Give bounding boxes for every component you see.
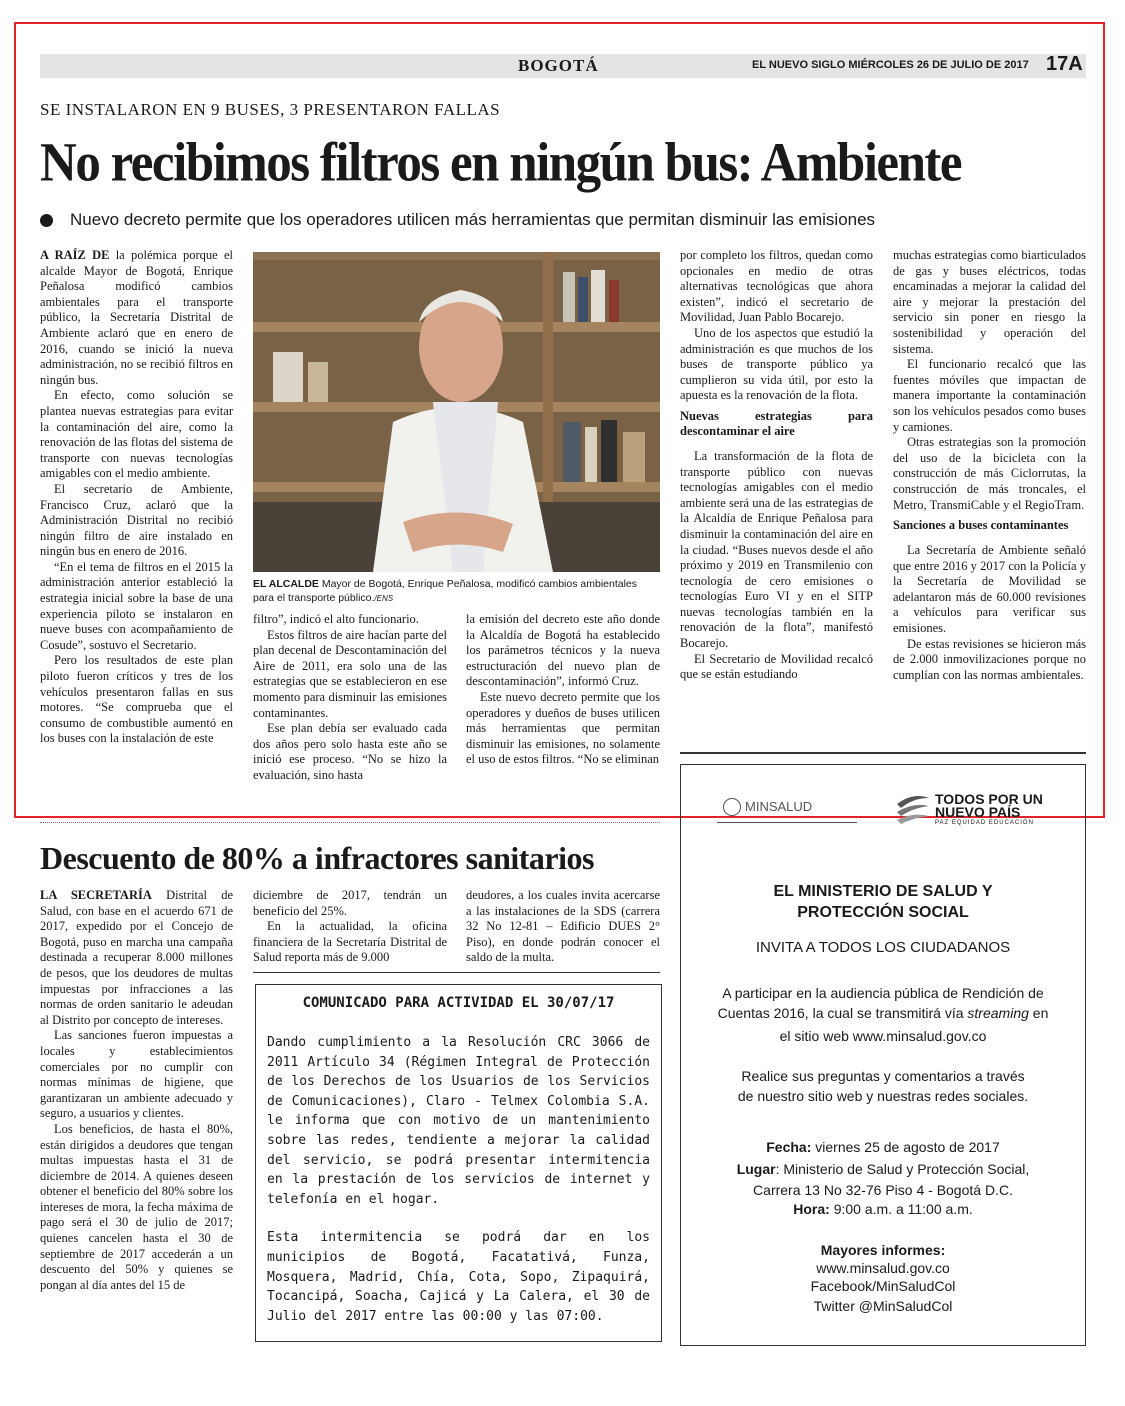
ad-website-link[interactable]: www.minsalud.gov.co	[816, 1260, 950, 1276]
ad-title-line: EL MINISTERIO DE SALUD Y	[773, 883, 993, 900]
lead-in: A RAÍZ DE	[40, 248, 110, 262]
paragraph: LA SECRETARÍA Distrital de Salud, con base en el acuerdo 671 de 2017, expedido por el Concejo de Bogotá, puso en marcha una campaña destinada a recuperar 8.000 millones de pesos, que los deudores de multas impuestas por infracciones a las normas de orden sanitario le adeudan al Distrito por concepto de intereses.	[40, 888, 233, 1027]
notice-title: COMUNICADO PARA ACTIVIDAD EL 30/07/17	[302, 995, 615, 1011]
ad-logo-bar	[681, 790, 1085, 828]
article-column-4	[680, 248, 873, 683]
subheading: Nuevas estrategias para descontaminar el aire	[680, 408, 873, 438]
ad-text-line: A participar en la audiencia pública de Rendición de	[722, 985, 1044, 1001]
todos-por-un-nuevo-pais-logo: TODOS POR UN NUEVO PAÍS PAZ EQUIDAD EDUCACIÓN	[893, 790, 1069, 830]
paragraph: La transformación de la flota de transporte público con nuevas tecnologías amigables con el medio ambiente será una de las estrategias de la Alcaldía de Enrique Peñalosa para disminuir la contaminación del aire en la ciudad. “Buses nuevos desde el año próximo y 2019 en Transmilenio con tecnología de cero emisiones o tecnologías Euro VI y en el SITP nuevas tecnologías también en la renovación de la flota”, manifestó Bocarejo.	[680, 448, 873, 651]
ad-title-line: PROTECCIÓN SOCIAL	[797, 904, 969, 921]
paragraph: El Secretario de Movilidad recalcó que se están estudiando	[680, 651, 873, 682]
page-number: 17A	[1046, 53, 1083, 75]
paragraph: filtro”, indicó el alto funcionario.	[253, 612, 419, 626]
paragraph: “En el tema de filtros en el 2015 la administración anterior estableció la estrategia inicial sobre la base de una experiencia piloto se instalaron en nueve buses con acompañamiento de Cosude”, sostuvo el Secretario.	[40, 559, 233, 652]
paragraph: deudores, a los cuales invita acercarse a las instalaciones de la SDS (carrera 32 No 12-81 – Edificio DUES 2° Piso), en donde podrán conocer el saldo de la multa.	[466, 888, 660, 965]
minsalud-logo: MINSALUD	[717, 794, 857, 823]
paragraph: Ese plan debía ser evaluado cada dos años pero solo hasta este año se inició ese proceso. “No se hizo la evaluación, sino hasta	[253, 721, 447, 782]
paragraph: Pero los resultados de este plan piloto fueron críticos y tres de los vehículos presentaron fallas en sus motores. “Se comprueba que el consumo de combustible aumentó en los buses con la instalación de este	[40, 653, 233, 746]
article-column-5	[893, 248, 1086, 683]
ad-address: Carrera 13 No 32-76 Piso 4 - Bogotá D.C.	[753, 1182, 1013, 1198]
article-column-2	[253, 612, 447, 784]
dateline: EL NUEVO SIGLO MIÉRCOLES 26 DE JULIO DE 2017	[752, 59, 1029, 71]
coat-of-arms-icon	[723, 798, 741, 816]
paragraph: A RAÍZ DE la polémica porque el alcalde Mayor de Bogotá, Enrique Peñalosa modificó cambios ambientales para el transporte público, la Secretaría Distrital de Ambiente aclaró que en enero de 2016, cuando se inició la nueva administración, no se recibió filtros en ningún bus.	[40, 248, 233, 387]
article-headline: No recibimos filtros en ningún bus: Ambiente	[40, 133, 962, 194]
paragraph: diciembre de 2017, tendrán un beneficio del 25%.	[253, 888, 447, 918]
ad-text-line: el sitio web www.minsalud.gov.co	[779, 1028, 987, 1044]
ad-invite: INVITA A TODOS LOS CIUDADANOS	[755, 939, 1011, 956]
swoosh-icon	[893, 790, 933, 830]
paragraph: Este nuevo decreto permite que los operadores y dueños de buses utilicen más herramientas que permitan disminuir las emisiones, no solamente el uso de estos filtros. “No se eliminan	[466, 689, 660, 767]
caption-lead: EL ALCALDE	[253, 578, 319, 590]
paragraph: De estas revisiones se hicieron más de 2.000 inmovilizaciones porque no cumplían con las normas ambientales.	[893, 636, 1086, 682]
paragraph: Los beneficios, de hasta el 80%, están dirigidos a deudores que tengan multas impuestas hasta el 31 de diciembre de 2014. A quienes deseen obtener el beneficio del 80% sobre los intereses de mora, la fecha máxima de pago será el 30 de julio de 2017; quienes cancelen hasta el 30 de septiembre de 2017 accederán a un descuento del 50% y quienes se pongan al día antes del 15 de	[40, 1121, 233, 1292]
article-kicker: SE INSTALARON EN 9 BUSES, 3 PRESENTARON FALLAS	[40, 100, 501, 119]
ad-text-line: Realice sus preguntas y comentarios a través	[741, 1068, 1025, 1084]
ad-text-line: Cuentas 2016, la cual se transmitirá vía streaming en	[717, 1005, 1049, 1021]
notice-paragraph: Dando cumplimiento a la Resolución CRC 3066 de 2011 Artículo 34 (Régimen Integral de Protección de los Derechos de los Usuarios de los Servicios de Comunicaciones), Claro - Telmex Colombia S.A. le informa que con motivo de un mantenimiento sobre las redes, tendiente a mejorar la calidad del servicio, se podrá presentar intermitencia en la prestación de los servicios de internet y telefonía en el hogar.	[267, 1035, 650, 1207]
second-article-column-3	[466, 888, 660, 966]
photo-caption	[253, 577, 660, 606]
lead-in: LA SECRETARÍA	[40, 888, 152, 902]
ad-date: Fecha: viernes 25 de agosto de 2017	[766, 1139, 1000, 1155]
bullet-icon	[40, 214, 53, 227]
paragraph: Uno de los aspectos que estudió la administración es que muchos de los buses de transporte público ya cumplieron su vida útil, por esto la apuesta es la renovación de la flota.	[680, 325, 873, 403]
ad-time: Hora: 9:00 a.m. a 11:00 a.m.	[793, 1201, 973, 1217]
minsalud-advertisement	[680, 764, 1086, 1346]
paragraph: El secretario de Ambiente, Francisco Cruz, aclaró que la Administración Distrital no recibió ningún filtro de aire instalado en ningún bus en enero de 2016.	[40, 481, 233, 559]
paragraph: Estos filtros de aire hacían parte del plan decenal de Descontaminación del Aire de 2011, era solo una de las estrategias que se establecieron en ese momento para disminuir las emisiones contaminantes.	[253, 627, 447, 720]
notice-paragraph: Esta intermitencia se podrá dar en los municipios de Bogotá, Facatativá, Funza, Mosquera, Madrid, Chía, Cota, Sopo, Zipaquirá, Tocancipá, Soacha, Cajicá y La Calera, el 30 de Julio del 2017 entre las 00:00 y las 07:00.	[267, 1230, 650, 1324]
claro-notice-box	[255, 984, 662, 1342]
photo-mayor	[253, 252, 660, 572]
notice-body	[267, 1033, 650, 1345]
caption-text: Mayor de Bogotá, Enrique Peñalosa, modificó cambios ambientales para el transporte público.	[253, 578, 638, 604]
second-article-column-1	[40, 888, 233, 1293]
section-name: BOGOTÁ	[518, 56, 599, 75]
paragraph: Otras estrategias son la promoción del uso de la bicicleta con la construcción de más Ciclorrutas, la construcción de más troncales, el Metro, TransmiCable y el RegioTram.	[893, 435, 1086, 512]
ad-place: Lugar: Ministerio de Salud y Protección Social,	[736, 1161, 1030, 1177]
paragraph: muchas estrategias como biarticulados de gas y buses eléctricos, todas encaminadas a mejorar la calidad del aire y mejorar la prestación del servicio sin poner en riesgo la sostenibilidad y operación del sistema.	[893, 248, 1086, 356]
paragraph: La Secretaría de Ambiente señaló que entre 2016 y 2017 con la Policía y la Secretaría de Movilidad se adelantaron más de 60.000 revisiones a vehículos para verificar sus emisiones.	[893, 543, 1086, 636]
second-article-column-2	[253, 888, 447, 966]
article-column-1	[40, 248, 233, 747]
second-article-headline: Descuento de 80% a infractores sanitarios	[40, 840, 594, 876]
photo-illustration	[253, 252, 660, 572]
divider	[253, 972, 660, 973]
ad-text-line: de nuestro sitio web y nuestras redes sociales.	[737, 1088, 1029, 1104]
paragraph: la emisión del decreto este año donde la Alcaldía de Bogotá ha establecido los parámetros técnicos y la nueva estructuración del nuevo plan de descontaminación”, informó Cruz.	[466, 612, 660, 689]
paragraph: En la actualidad, la oficina financiera de la Secretaría Distrital de Salud reporta más de 9.000	[253, 919, 447, 965]
ad-info-title: Mayores informes:	[820, 1242, 946, 1258]
paragraph: El funcionario recalcó que las fuentes móviles que impactan de manera importante la contaminación son los vehículos pesados como buses y camiones.	[893, 357, 1086, 434]
divider	[680, 752, 1086, 754]
paragraph: En efecto, como solución se plantea nuevas estrategias para evitar la contaminación del aire, como la renovación de las flotas del sistema de transporte con nuevas tecnologías amigables con el medio ambiente.	[40, 388, 233, 481]
article-column-3	[466, 612, 660, 768]
ad-facebook-link[interactable]: Facebook/MinSaludCol	[810, 1278, 956, 1294]
ad-twitter-link[interactable]: Twitter @MinSaludCol	[813, 1298, 953, 1314]
photo-credit: /ENS	[374, 594, 394, 603]
article-subhead: Nuevo decreto permite que los operadores utilicen más herramientas que permitan disminuir las emisiones	[70, 210, 876, 229]
paragraph: por completo los filtros, quedan como opcionales en medio de otras alternativas tecnológicas que ahora existen”, indicó el secretario de Movilidad, Juan Pablo Bocarejo.	[680, 248, 873, 325]
divider	[40, 822, 660, 823]
subheading: Sanciones a buses contaminantes	[893, 518, 1069, 533]
paragraph: Las sanciones fueron impuestas a locales y establecimientos comerciales por no cumplir con normas mínimas de higiene, que garantizaran un ambiente adecuado y seguro, a usuarios y clientes.	[40, 1028, 233, 1121]
